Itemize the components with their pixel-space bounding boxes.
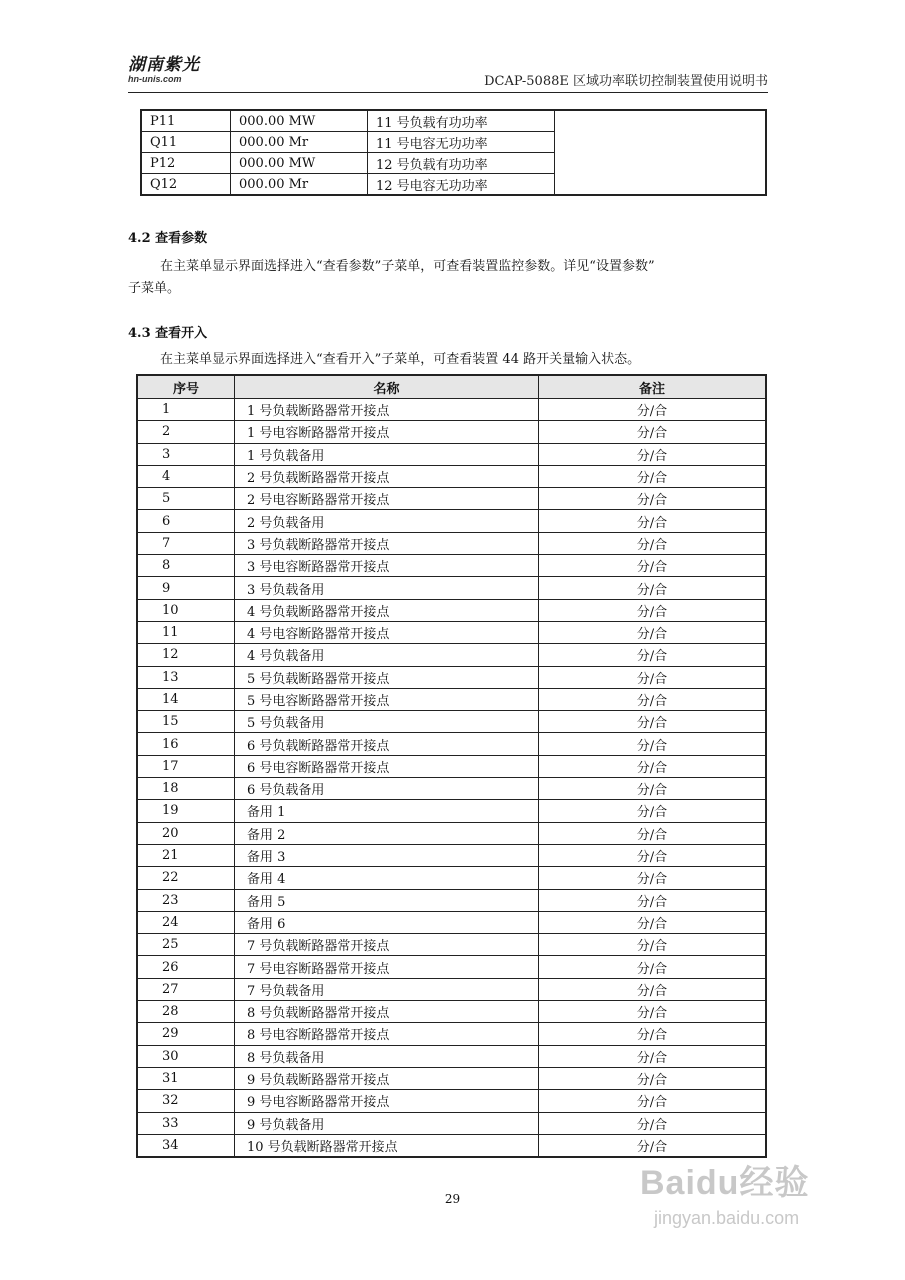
cell-name: 4 号负载断路器常开接点 (235, 599, 539, 621)
table-row (137, 755, 766, 777)
cell-seq: 22 (137, 867, 235, 889)
cell-note: 分/合 (539, 844, 767, 866)
cell-name: 8 号负载断路器常开接点 (235, 1001, 539, 1023)
cell-blank (555, 110, 767, 195)
cell-note: 分/合 (539, 733, 767, 755)
cell-note: 分/合 (539, 755, 767, 777)
cell-note: 分/合 (539, 911, 767, 933)
cell-name: 9 号负载断路器常开接点 (235, 1067, 539, 1089)
cell-seq: 26 (137, 956, 235, 978)
cell-note: 分/合 (539, 532, 767, 554)
page-header (128, 56, 768, 92)
cell-name: 3 号电容断路器常开接点 (235, 555, 539, 577)
cell-desc: 12 号负载有功功率 (368, 153, 555, 174)
cell-note: 分/合 (539, 822, 767, 844)
table-row (137, 1112, 766, 1134)
cell-seq: 33 (137, 1112, 235, 1134)
cell-name: 7 号电容断路器常开接点 (235, 956, 539, 978)
cell-seq: 31 (137, 1067, 235, 1089)
cell-note: 分/合 (539, 778, 767, 800)
cell-note: 分/合 (539, 1067, 767, 1089)
cell-name: 2 号电容断路器常开接点 (235, 488, 539, 510)
cell-name: 2 号负载备用 (235, 510, 539, 532)
cell-code: Q11 (141, 132, 231, 153)
table-row (137, 621, 766, 643)
table-row (137, 399, 766, 421)
cell-seq: 4 (137, 465, 235, 487)
table-row (137, 1045, 766, 1067)
cell-name: 8 号电容断路器常开接点 (235, 1023, 539, 1045)
cell-name: 1 号负载断路器常开接点 (235, 399, 539, 421)
cell-seq: 25 (137, 934, 235, 956)
header-seq: 序号 (137, 375, 235, 399)
cell-seq: 34 (137, 1134, 235, 1157)
cell-value: 000.00 MW (231, 153, 368, 174)
table-row (137, 1134, 766, 1157)
cell-name: 5 号电容断路器常开接点 (235, 688, 539, 710)
cell-seq: 18 (137, 778, 235, 800)
page-number: 29 (444, 1192, 461, 1206)
section-4-3-intro: 在主菜单显示界面选择进入“查看开入”子菜单，可查看装置 44 路开关量输入状态。 (160, 352, 641, 367)
cell-name: 备用 6 (235, 911, 539, 933)
section-4-2-paragraph-line2: 子菜单。 (128, 281, 181, 296)
table-row (137, 577, 766, 599)
cell-seq: 6 (137, 510, 235, 532)
switch-input-table (136, 374, 767, 1158)
table-row (137, 488, 766, 510)
header-note: 备注 (539, 375, 767, 399)
cell-name: 6 号电容断路器常开接点 (235, 755, 539, 777)
table-row (137, 555, 766, 577)
cell-name: 7 号负载备用 (235, 978, 539, 1000)
cell-seq: 9 (137, 577, 235, 599)
cell-note: 分/合 (539, 599, 767, 621)
table-row (137, 1001, 766, 1023)
cell-name: 5 号负载备用 (235, 711, 539, 733)
cell-seq: 20 (137, 822, 235, 844)
cell-seq: 14 (137, 688, 235, 710)
cell-note: 分/合 (539, 621, 767, 643)
cell-name: 4 号电容断路器常开接点 (235, 621, 539, 643)
cell-name: 备用 3 (235, 844, 539, 866)
cell-seq: 21 (137, 844, 235, 866)
cell-value: 000.00 Mr (231, 174, 368, 196)
cell-seq: 27 (137, 978, 235, 1000)
cell-seq: 7 (137, 532, 235, 554)
cell-name: 5 号负载断路器常开接点 (235, 666, 539, 688)
cell-note: 分/合 (539, 867, 767, 889)
cell-note: 分/合 (539, 644, 767, 666)
table-row (137, 688, 766, 710)
cell-note: 分/合 (539, 510, 767, 532)
table-row (137, 889, 766, 911)
watermark-brand: Baidu经验 (640, 1164, 810, 1202)
cell-seq: 12 (137, 644, 235, 666)
cell-seq: 23 (137, 889, 235, 911)
cell-name: 备用 4 (235, 867, 539, 889)
cell-name: 2 号负载断路器常开接点 (235, 465, 539, 487)
cell-name: 9 号负载备用 (235, 1112, 539, 1134)
table-row (137, 867, 766, 889)
cell-code: P11 (141, 110, 231, 132)
header-divider (128, 92, 768, 93)
watermark-url: jingyan.baidu.com (654, 1208, 800, 1228)
table-row (137, 666, 766, 688)
cell-seq: 3 (137, 443, 235, 465)
cell-note: 分/合 (539, 399, 767, 421)
cell-note: 分/合 (539, 1112, 767, 1134)
cell-name: 6 号负载断路器常开接点 (235, 733, 539, 755)
cell-name: 1 号负载备用 (235, 443, 539, 465)
cell-desc: 12 号电容无功功率 (368, 174, 555, 196)
cell-value: 000.00 MW (231, 110, 368, 132)
cell-note: 分/合 (539, 688, 767, 710)
table-row (137, 1067, 766, 1089)
table-row (137, 465, 766, 487)
table-row (137, 510, 766, 532)
table-row (137, 778, 766, 800)
cell-seq: 17 (137, 755, 235, 777)
cell-note: 分/合 (539, 1134, 767, 1157)
cell-note: 分/合 (539, 1023, 767, 1045)
table-row (137, 934, 766, 956)
table-header-row (137, 375, 766, 399)
cell-note: 分/合 (539, 1090, 767, 1112)
table-row (137, 800, 766, 822)
cell-name: 1 号电容断路器常开接点 (235, 421, 539, 443)
cell-note: 分/合 (539, 800, 767, 822)
cell-name: 备用 5 (235, 889, 539, 911)
cell-seq: 19 (137, 800, 235, 822)
cell-note: 分/合 (539, 555, 767, 577)
cell-seq: 8 (137, 555, 235, 577)
cell-seq: 13 (137, 666, 235, 688)
section-heading-4-3: 4.3 查看开入 (128, 326, 208, 341)
section-4-2-paragraph-line1: 在主菜单显示界面选择进入“查看参数”子菜单，可查看装置监控参数。详见“设置参数” (160, 259, 655, 274)
cell-name: 8 号负载备用 (235, 1045, 539, 1067)
cell-name: 4 号负载备用 (235, 644, 539, 666)
table-row (137, 733, 766, 755)
table-row (137, 822, 766, 844)
cell-seq: 30 (137, 1045, 235, 1067)
cell-note: 分/合 (539, 1045, 767, 1067)
table-row (137, 532, 766, 554)
logo-text: 湖南紫光 (128, 55, 200, 75)
cell-note: 分/合 (539, 465, 767, 487)
cell-note: 分/合 (539, 978, 767, 1000)
cell-name: 3 号负载备用 (235, 577, 539, 599)
cell-note: 分/合 (539, 488, 767, 510)
cell-seq: 24 (137, 911, 235, 933)
cell-note: 分/合 (539, 577, 767, 599)
table-row (137, 443, 766, 465)
section-heading-4-2: 4.2 查看参数 (128, 231, 208, 246)
cell-name: 备用 2 (235, 822, 539, 844)
cell-seq: 15 (137, 711, 235, 733)
table-row (137, 978, 766, 1000)
cell-seq: 32 (137, 1090, 235, 1112)
cell-note: 分/合 (539, 1001, 767, 1023)
cell-note: 分/合 (539, 666, 767, 688)
cell-note: 分/合 (539, 934, 767, 956)
cell-name: 6 号负载备用 (235, 778, 539, 800)
cell-note: 分/合 (539, 443, 767, 465)
cell-name: 7 号负载断路器常开接点 (235, 934, 539, 956)
cell-seq: 29 (137, 1023, 235, 1045)
table-row (137, 911, 766, 933)
table-row (137, 599, 766, 621)
table-row (137, 844, 766, 866)
company-logo (128, 56, 218, 86)
cell-seq: 1 (137, 399, 235, 421)
cell-seq: 10 (137, 599, 235, 621)
header-name: 名称 (235, 375, 539, 399)
table-row (137, 956, 766, 978)
cell-code: P12 (141, 153, 231, 174)
logo-url: hn-unis.com (128, 74, 182, 84)
cell-seq: 2 (137, 421, 235, 443)
cell-seq: 28 (137, 1001, 235, 1023)
cell-note: 分/合 (539, 711, 767, 733)
watermark (640, 1165, 870, 1245)
document-title: DCAP-5088E 区域功率联切控制装置使用说明书 (484, 74, 768, 89)
table-row (137, 1090, 766, 1112)
cell-value: 000.00 Mr (231, 132, 368, 153)
measurement-table (140, 109, 767, 196)
cell-name: 3 号负载断路器常开接点 (235, 532, 539, 554)
cell-note: 分/合 (539, 889, 767, 911)
cell-note: 分/合 (539, 956, 767, 978)
table-row (137, 1023, 766, 1045)
table-row (137, 711, 766, 733)
table-body (137, 399, 766, 1158)
cell-desc: 11 号电容无功功率 (368, 132, 555, 153)
cell-seq: 11 (137, 621, 235, 643)
cell-name: 10 号负载断路器常开接点 (235, 1134, 539, 1157)
cell-name: 备用 1 (235, 800, 539, 822)
cell-note: 分/合 (539, 421, 767, 443)
cell-seq: 5 (137, 488, 235, 510)
cell-name: 9 号电容断路器常开接点 (235, 1090, 539, 1112)
table-row (137, 644, 766, 666)
cell-desc: 11 号负载有功功率 (368, 110, 555, 132)
cell-seq: 16 (137, 733, 235, 755)
table-row (141, 110, 766, 132)
table-row (137, 421, 766, 443)
cell-code: Q12 (141, 174, 231, 196)
